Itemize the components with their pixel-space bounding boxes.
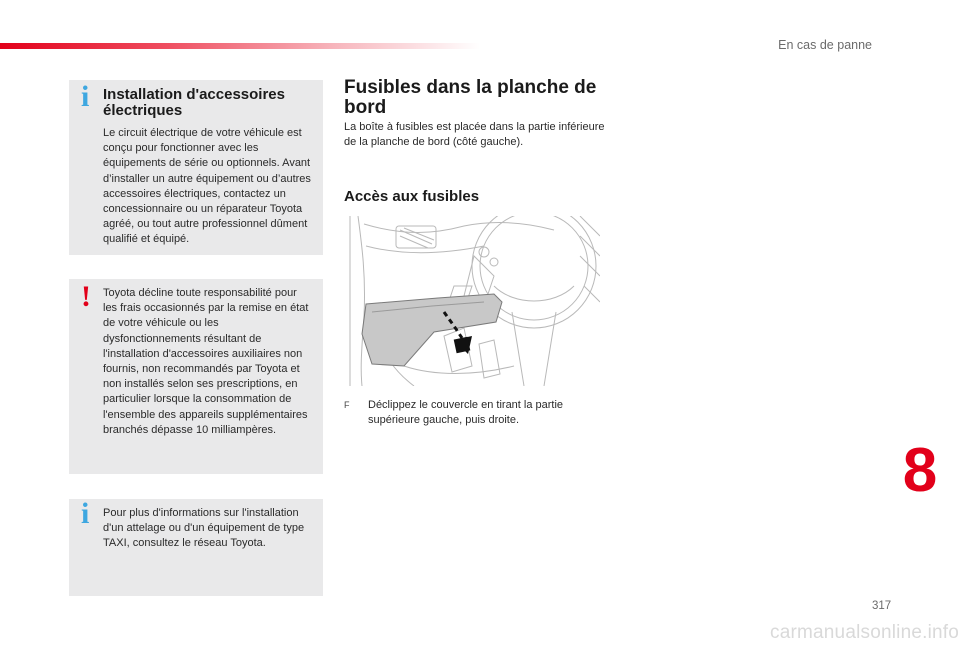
section-title: En cas de panne — [778, 38, 872, 52]
warning-icon: ! — [81, 280, 91, 313]
dashboard-fusebox-illustration — [344, 216, 600, 386]
info-box-text: Le circuit électrique de votre véhicule est conçu pour fonctionner avec les équipements de série ou optionnels. Avant d’installer un autre équipement ou d’autres accessoires électriques, contactez un concessionnaire ou un réparateur Toyota agréé, ou tout autre professionnel dûment qualifié et équipé. — [103, 127, 311, 246]
chapter-tab — [880, 438, 960, 504]
info-box-accessories — [69, 80, 323, 255]
step-text: Déclippez le couvercle en tirant la partie supérieure gauche, puis droite. — [368, 399, 564, 427]
info-icon: i — [81, 80, 90, 113]
warning-text: Toyota décline toute responsabilité pour les frais occasionnés par la remise en état de votre véhicule ou les dysfonctionnements résultant de l'installation d'accessoires auxiliaires non fournis, non recommandés par Toyota et non installés selon ses prescriptions, en particulier lorsque la consommation de l'ensemble des appareils supplémentaires branchés dépasse 10 milliampères. — [103, 287, 309, 436]
info-box-title: Installation d'accessoires électriques — [103, 86, 285, 119]
info-box-towing — [69, 499, 323, 596]
info-icon: i — [81, 497, 90, 530]
intro-paragraph: La boîte à fusibles est placée dans la partie inférieure de la planche de bord (côté gauche). — [344, 121, 605, 149]
red-gradient-header-bar — [0, 43, 480, 49]
section-subtitle: Accès aux fusibles — [344, 188, 480, 205]
step-marker: F — [344, 400, 350, 410]
watermark: carmanualsonline.info — [770, 622, 960, 643]
page-title: Fusibles dans la planche de bord — [344, 77, 597, 118]
page-number: 317 — [872, 600, 892, 612]
info-box-text: Pour plus d'informations sur l'installation d'un attelage ou d'un équipement de type TAXI, consultez le réseau Toyota. — [103, 507, 305, 550]
chapter-number: 8 — [902, 436, 938, 505]
warning-box — [69, 279, 323, 474]
